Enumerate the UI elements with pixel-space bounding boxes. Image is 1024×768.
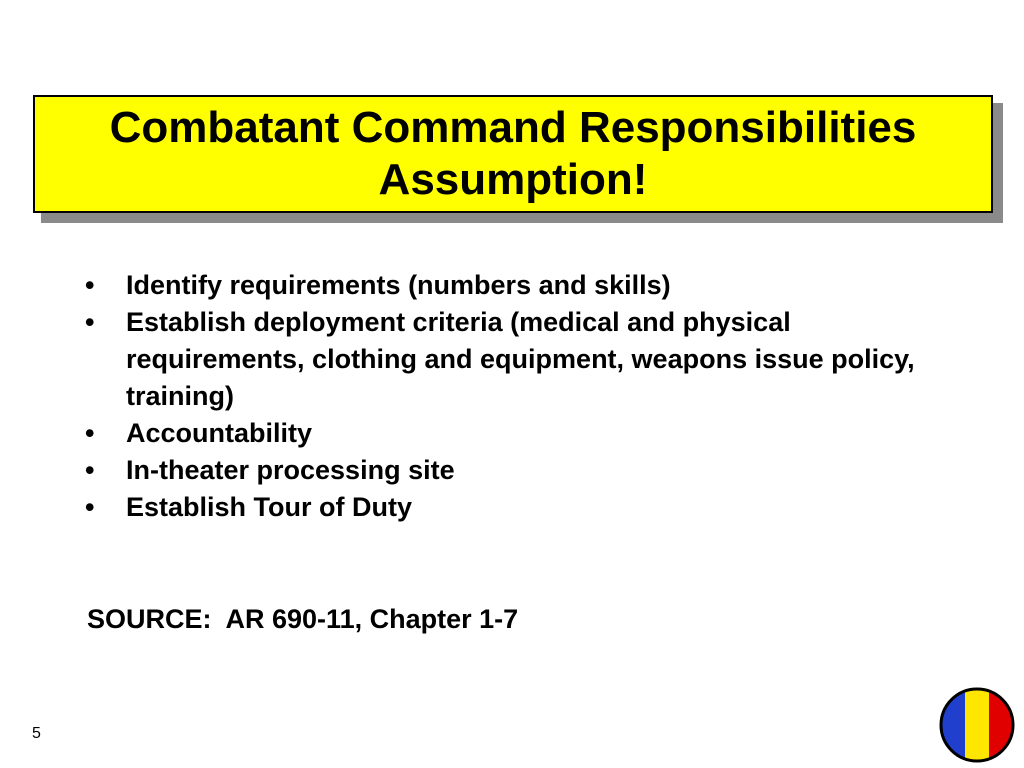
- bullet-item: [85, 415, 945, 452]
- bullet-text: Establish deployment criteria (medical and physical requirements, clothing and equipment, weapons issue policy, training): [126, 307, 915, 411]
- bullet-text: Establish Tour of Duty: [126, 492, 413, 522]
- bullet-marker: •: [85, 418, 95, 448]
- bullet-item: [85, 304, 945, 415]
- bullet-marker: •: [85, 270, 95, 300]
- bullet-text: Accountability: [126, 418, 313, 448]
- title-line-1: Combatant Command Responsibilities: [109, 103, 917, 152]
- bullet-marker: •: [85, 455, 95, 485]
- bullet-marker: •: [85, 307, 95, 337]
- bullet-text: Identify requirements (numbers and skills): [126, 270, 671, 300]
- slide-title: [33, 95, 993, 213]
- title-line-2: Assumption!: [378, 155, 648, 204]
- bullet-item: [85, 267, 945, 304]
- source-citation: SOURCE: AR 690-11, Chapter 1-7: [87, 604, 519, 634]
- bullet-item: [85, 489, 945, 526]
- bullet-list: [85, 267, 945, 526]
- bullet-text: In-theater processing site: [126, 455, 455, 485]
- bullet-marker: •: [85, 492, 95, 522]
- page-number: 5: [32, 725, 41, 742]
- bullet-item: [85, 452, 945, 489]
- tricolor-circle-logo-icon: [938, 686, 1016, 764]
- logo-yellow-band: [965, 686, 989, 764]
